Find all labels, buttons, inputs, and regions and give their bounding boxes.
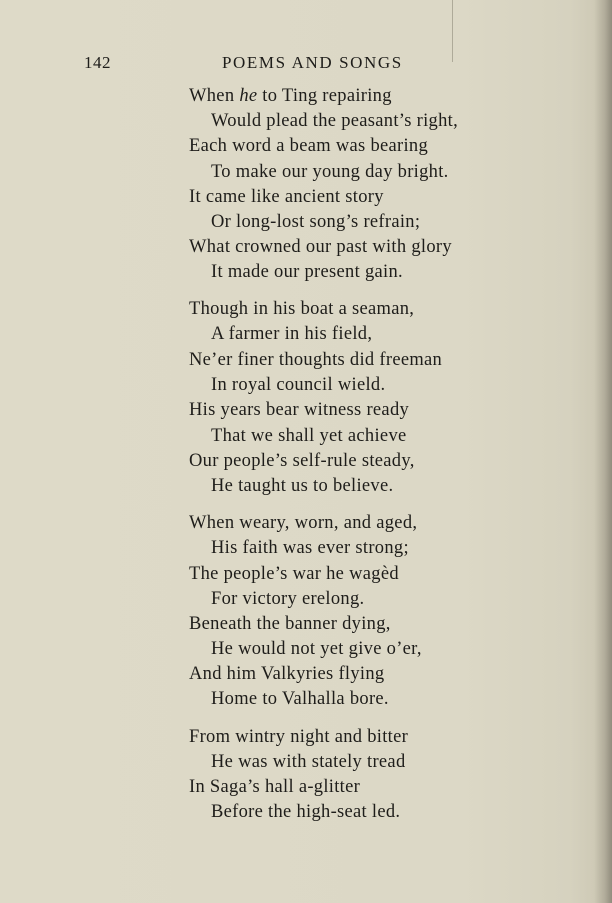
poem-line: That we shall yet achieve	[211, 426, 407, 446]
poem-line: He taught us to believe.	[211, 476, 394, 496]
poem-line: Ne’er finer thoughts did freeman	[189, 350, 443, 370]
poem-line: And him Valkyries flying	[189, 664, 385, 684]
poem-line: What crowned our past with glory	[189, 237, 452, 257]
poem-line: In royal council wield.	[211, 375, 386, 395]
poem-line: When he to Ting repairing	[189, 86, 392, 106]
poem-line: Before the high-seat led.	[211, 802, 401, 822]
poem-line: Home to Valhalla bore.	[211, 689, 389, 709]
page-edge-shadow	[594, 0, 612, 903]
page-fold-line	[452, 0, 453, 62]
poem-line: He would not yet give o’er,	[211, 639, 422, 659]
poem-line: To make our young day bright.	[211, 162, 449, 182]
poem-line: His years bear witness ready	[189, 400, 410, 420]
poem-line: His faith was ever strong;	[211, 538, 409, 558]
running-head: POEMS AND SONGS	[222, 53, 403, 72]
emphasized-word: he	[239, 86, 258, 106]
poem-line: When weary, worn, and aged,	[189, 513, 418, 533]
poem-line: Though in his boat a seaman,	[189, 299, 415, 319]
poem-line: Our people’s self-rule steady,	[189, 451, 415, 471]
poem-line: Or long-lost song’s refrain;	[211, 212, 421, 232]
poem-line: Would plead the peasant’s right,	[211, 111, 459, 131]
poem-line: In Saga’s hall a-glitter	[189, 777, 361, 797]
poem-line: From wintry night and bitter	[189, 727, 409, 747]
poem-line: He was with stately tread	[211, 752, 406, 772]
poem-line: Each word a beam was bearing	[189, 136, 429, 156]
poem-line: It came like ancient story	[189, 187, 384, 207]
poem-line: It made our present gain.	[211, 262, 403, 282]
page-number: 142	[84, 53, 111, 72]
poem-line: For victory erelong.	[211, 589, 365, 609]
poem-line: The people’s war he wagèd	[189, 564, 399, 584]
poem-line: Beneath the banner dying,	[189, 614, 391, 634]
poem-line: A farmer in his field,	[211, 324, 373, 344]
